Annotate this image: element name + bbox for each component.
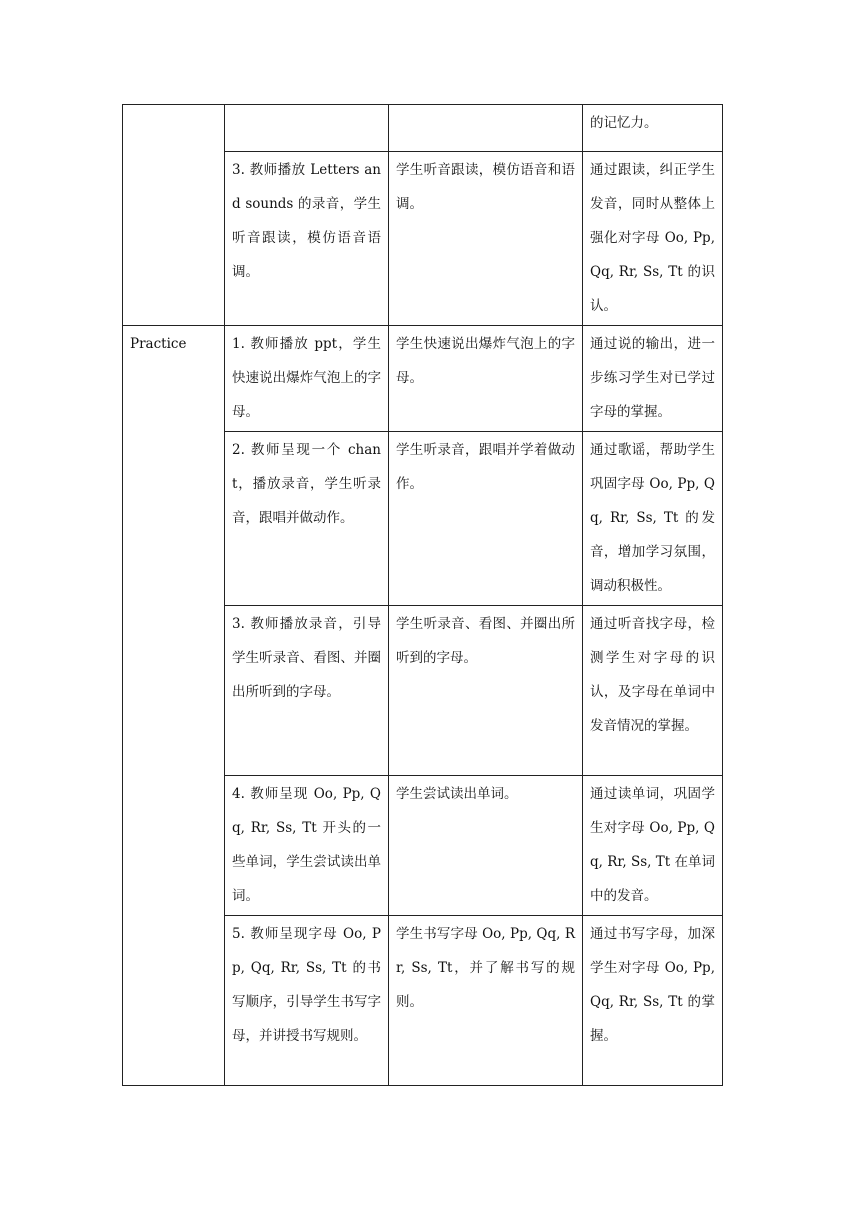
teacher-activity-cell [225, 105, 389, 152]
lesson-plan-table [122, 104, 723, 1086]
student-activity-cell: 学生听音跟读，模仿语音和语调。 [389, 152, 583, 326]
table-row [123, 326, 723, 432]
stage-cell: Practice [123, 326, 225, 1086]
purpose-cell: 的记忆力。 [583, 105, 723, 152]
student-activity-cell: 学生听录音，跟唱并学着做动作。 [389, 432, 583, 606]
student-activity-cell: 学生快速说出爆炸气泡上的字母。 [389, 326, 583, 432]
purpose-cell: 通过读单词，巩固学生对字母 Oo, Pp, Qq, Rr, Ss, Tt 在单词中的发音。 [583, 776, 723, 916]
stage-cell [123, 105, 225, 326]
teacher-activity-cell: 3. 教师播放 Letters and sounds 的录音，学生听音跟读，模仿语音语调。 [225, 152, 389, 326]
table-row [123, 105, 723, 152]
teacher-activity-cell: 4. 教师呈现 Oo, Pp, Qq, Rr, Ss, Tt 开头的一些单词，学生尝试读出单词。 [225, 776, 389, 916]
purpose-cell: 通过歌谣，帮助学生巩固字母 Oo, Pp, Qq, Rr, Ss, Tt 的发音，增加学习氛围，调动积极性。 [583, 432, 723, 606]
student-activity-cell: 学生听录音、看图、并圈出所听到的字母。 [389, 606, 583, 776]
teacher-activity-cell: 1. 教师播放 ppt，学生快速说出爆炸气泡上的字母。 [225, 326, 389, 432]
purpose-cell: 通过说的输出，进一步练习学生对已学过字母的掌握。 [583, 326, 723, 432]
purpose-cell: 通过书写字母，加深学生对字母 Oo, Pp, Qq, Rr, Ss, Tt 的掌握。 [583, 916, 723, 1086]
teacher-activity-cell: 3. 教师播放录音，引导学生听录音、看图、并圈出所听到的字母。 [225, 606, 389, 776]
purpose-cell: 通过跟读，纠正学生发音，同时从整体上强化对字母 Oo, Pp, Qq, Rr, Ss, Tt 的识认。 [583, 152, 723, 326]
student-activity-cell: 学生书写字母 Oo, Pp, Qq, Rr, Ss, Tt，并了解书写的规则。 [389, 916, 583, 1086]
student-activity-cell [389, 105, 583, 152]
teacher-activity-cell: 5. 教师呈现字母 Oo, Pp, Qq, Rr, Ss, Tt 的书写顺序，引导学生书写字母，并讲授书写规则。 [225, 916, 389, 1086]
teacher-activity-cell: 2. 教师呈现一个 chant，播放录音，学生听录音，跟唱并做动作。 [225, 432, 389, 606]
student-activity-cell: 学生尝试读出单词。 [389, 776, 583, 916]
purpose-cell: 通过听音找字母，检测学生对字母的识认，及字母在单词中发音情况的掌握。 [583, 606, 723, 776]
